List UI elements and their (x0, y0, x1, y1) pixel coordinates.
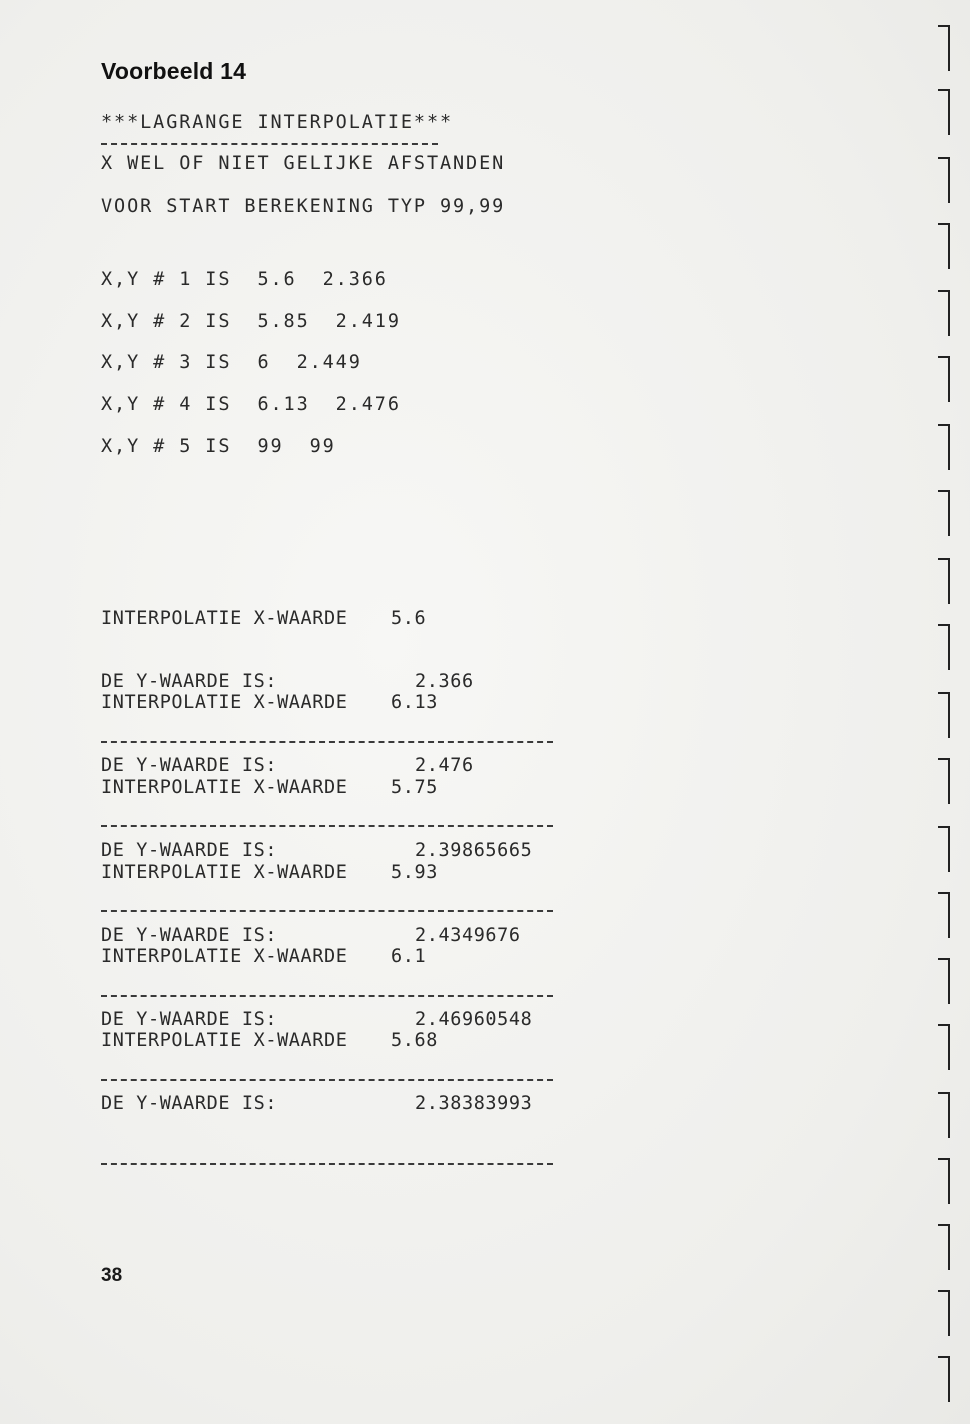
x-value: 5.68 (391, 1030, 438, 1051)
equal-spacing-line: X WEL OF NIET GELIJKE AFSTANDEN (101, 153, 506, 174)
y-value: 2.46960548 (415, 1009, 533, 1030)
binding-ring (936, 157, 950, 203)
program-title: ***LAGRANGE INTERPOLATIE*** (101, 112, 454, 133)
binding-ring (936, 290, 950, 336)
binding-ring (936, 758, 950, 804)
binding-ring (936, 958, 950, 1004)
binding-ring (936, 624, 950, 670)
y-result-label: DE Y-WAARDE IS: (101, 671, 278, 692)
interpolation-label: INTERPOLATIE X-WAARDE (101, 777, 348, 798)
interpolation-label: INTERPOLATIE X-WAARDE (101, 692, 348, 713)
start-instruction-line: VOOR START BEREKENING TYP 99,99 (101, 196, 506, 217)
y-value: 2.38383993 (415, 1093, 533, 1114)
y-value: 2.366 (415, 671, 474, 692)
binding-ring (936, 826, 950, 872)
y-value: 2.4349676 (415, 925, 521, 946)
binding-ring (936, 490, 950, 536)
y-result-label: DE Y-WAARDE IS: (101, 840, 278, 861)
point-line: X,Y # 2 IS 5.85 2.419 (101, 311, 401, 332)
interpolation-label: INTERPOLATIE X-WAARDE (101, 1030, 348, 1051)
y-result-label: DE Y-WAARDE IS: (101, 755, 278, 776)
binding-ring (936, 692, 950, 738)
spiral-binding (930, 20, 950, 1410)
binding-ring (936, 356, 950, 402)
x-value: 5.93 (391, 862, 438, 883)
y-result-label: DE Y-WAARDE IS: (101, 1009, 278, 1030)
interpolation-label: INTERPOLATIE X-WAARDE (101, 946, 348, 967)
binding-ring (936, 558, 950, 604)
result-block (101, 988, 553, 1186)
y-value: 2.476 (415, 755, 474, 776)
point-line: X,Y # 1 IS 5.6 2.366 (101, 269, 388, 290)
binding-ring (936, 1224, 950, 1270)
binding-ring (936, 892, 950, 938)
y-result-label: DE Y-WAARDE IS: (101, 925, 278, 946)
page-title: Voorbeeld 14 (101, 58, 247, 84)
binding-ring (936, 25, 950, 71)
page-number: 38 (101, 1265, 123, 1286)
x-value: 6.13 (391, 692, 438, 713)
binding-ring (936, 223, 950, 269)
y-value: 2.39865665 (415, 840, 533, 861)
interpolation-label: INTERPOLATIE X-WAARDE (101, 862, 348, 883)
x-value: 5.75 (391, 777, 438, 798)
point-line: X,Y # 5 IS 99 99 (101, 436, 336, 457)
binding-ring (936, 1290, 950, 1336)
binding-ring (936, 1024, 950, 1070)
point-line: X,Y # 3 IS 6 2.449 (101, 352, 362, 373)
interpolation-label: INTERPOLATIE X-WAARDE (101, 608, 348, 629)
binding-ring (936, 1356, 950, 1402)
binding-ring (936, 1092, 950, 1138)
y-result-label: DE Y-WAARDE IS: (101, 1093, 278, 1114)
x-value: 6.1 (391, 946, 427, 967)
title-underline (101, 143, 438, 145)
point-line: X,Y # 4 IS 6.13 2.476 (101, 394, 401, 415)
binding-ring (936, 424, 950, 470)
binding-ring (936, 1158, 950, 1204)
separator-line (101, 1163, 553, 1165)
x-value: 5.6 (391, 608, 427, 629)
binding-ring (936, 89, 950, 135)
